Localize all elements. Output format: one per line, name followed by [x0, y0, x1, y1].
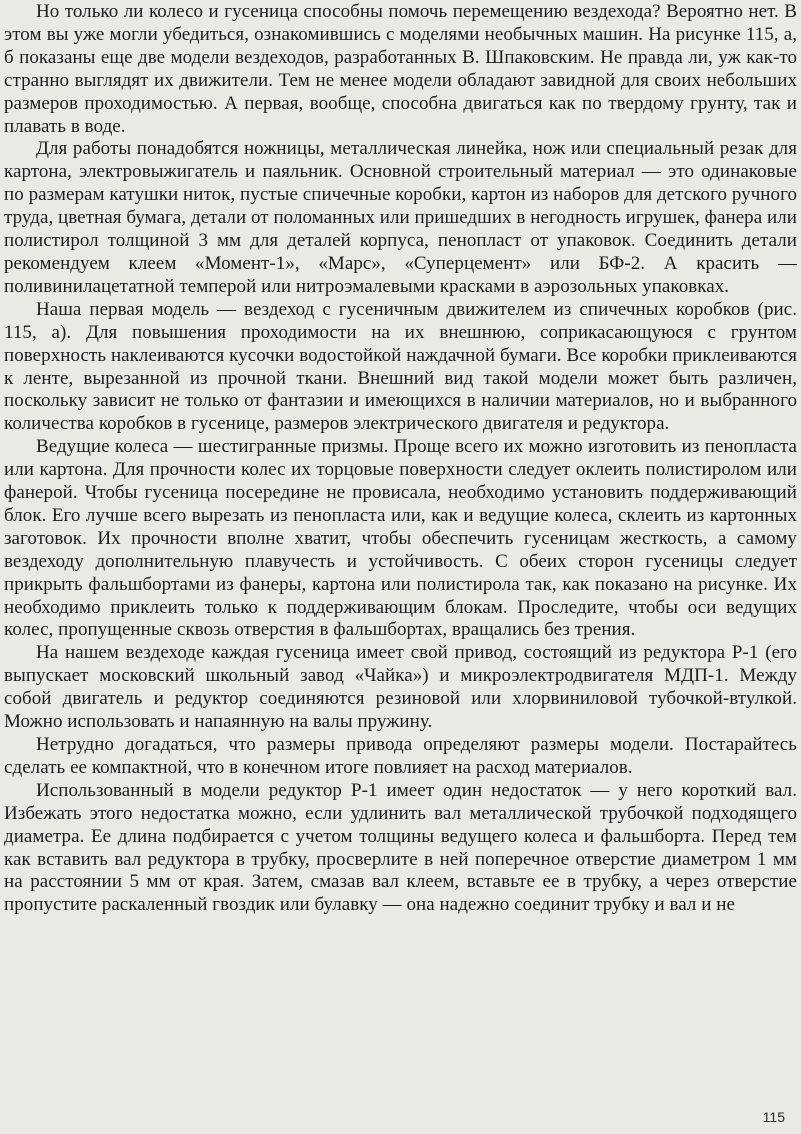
paragraph-7: Использованный в модели редуктор Р-1 имеет один недостаток — у него короткий вал. Избежать этого недостатка можно, если удлинить вал металлической трубочкой подходящего диаметра. Ее длина подбирается с учетом толщины ведущего колеса и фальшборта. Перед тем как вставить вал редуктора в трубку, просверлите в ней поперечное отверстие диаметром 1 мм на расстоянии 5 мм от края. Затем, смазав вал клеем, вставьте ее в трубку, а через отверстие пропустите раскаленный гвоздик или булавку — она надежно соединит трубку и вал и не [4, 779, 797, 916]
paragraph-4: Ведущие колеса — шестигранные призмы. Проще всего их можно изготовить из пенопласта или картона. Для прочности колес их торцовые поверхности следует оклеить полистиролом или фанерой. Чтобы гусеница посередине не провисала, необходимо установить поддерживающий блок. Его лучше всего вырезать из пенопласта или, как и ведущие колеса, склеить из картонных заготовок. Их прочности вполне хватит, чтобы обеспечить гусеницам жесткость, а самому вездеходу дополнительную плавучесть и устойчивость. С обеих сторон гусеницы следует прикрыть фальшбортами из фанеры, картона или полистирола так, как показано на рисунке. Их необходимо приклеить только к поддерживающим блокам. Проследите, чтобы оси ведущих колес, пропущенные сквозь отверстия в фальшбортах, вращались без трения. [4, 436, 797, 641]
paragraph-5: На нашем вездеходе каждая гусеница имеет свой привод, состоящий из редуктора Р-1 (его выпускает московский школьный завод «Чайка») и микроэлектродвигателя МДП-1. Между собой двигатель и редуктор соединяются резиновой или хлорвиниловой тубочкой-втулкой. Можно использовать и напаянную на валы пружину. [4, 642, 797, 733]
paragraph-1: Но только ли колесо и гусеница способны помочь перемещению вездехода? Вероятно нет. В этом вы уже могли убедиться, ознакомившись с моделями необычных машин. На рисунке 115, а, б показаны еще две модели вездеходов, разработанных В. Шпаковским. Не правда ли, уж как-то странно выглядят их движители. Тем не менее модели обладают завидной для своих небольших размеров проходимостью. А первая, вообще, способна двигаться как по твердому грунту, так и плавать в воде. [4, 1, 797, 137]
paragraph-3: Наша первая модель — вездеход с гусеничным движителем из спичечных коробков (рис. 115, а). Для повышения проходимости на их внешнюю, соприкасающуюся с грунтом поверхность наклеиваются кусочки водостойкой наждачной бумаги. Все коробки приклеиваются к ленте, вырезанной из прочной ткани. Внешний вид такой модели может быть различен, поскольку зависит не только от фантазии и имеющихся в наличии материалов, но и выбранного количества коробков в гусенице, размеров электрического двигателя и редуктора. [4, 298, 797, 435]
paragraph-2: Для работы понадобятся ножницы, металлическая линейка, нож или специальный резак для картона, электровыжигатель и паяльник. Основной строительный материал — это одинаковые по размерам катушки ниток, пустые спичечные коробки, картон из наборов для детского ручного труда, цветная бумага, детали от поломанных или пришедших в негодность игрушек, фанера или полистирол толщиной 3 мм для деталей корпуса, пенопласт от упаковок. Соединить детали рекомендуем клеем «Момент-1», «Марс», «Суперцемент» или БФ-2. А красить — поливинилацетатной темперой или нитроэмалевыми красками в аэрозольных упаковках. [4, 138, 797, 297]
paragraph-6: Нетрудно догадаться, что размеры привода определяют размеры модели. Постарайтесь сделать ее компактной, что в конечном итоге повлияет на расход материалов. [4, 734, 797, 778]
body-text [4, 0, 797, 917]
page-number: 115 [762, 1109, 785, 1125]
